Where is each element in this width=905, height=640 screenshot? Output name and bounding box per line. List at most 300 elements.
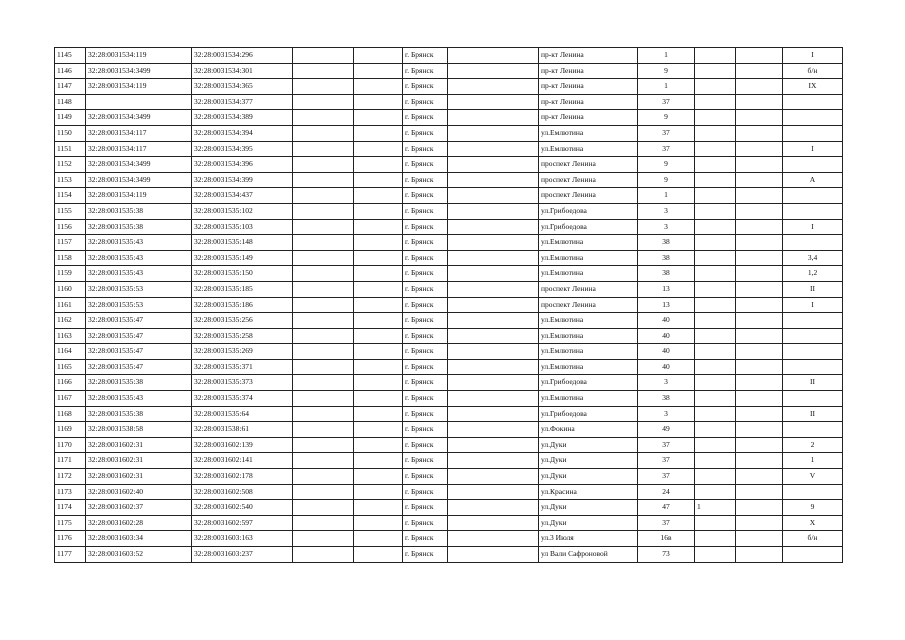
empty-cell: [293, 250, 354, 266]
cadastral-number-cell: 32:28:0031535:150: [192, 266, 293, 282]
cadastral-number-cell: 32:28:0031534:395: [192, 141, 293, 157]
empty-cell: [293, 235, 354, 251]
city-cell: г. Брянск: [403, 375, 448, 391]
empty-cell: [293, 219, 354, 235]
record-number-cell: 1149: [55, 110, 86, 126]
record-number-cell: 1174: [55, 500, 86, 516]
empty-cell: [293, 484, 354, 500]
table-row: [55, 250, 843, 266]
city-cell: г. Брянск: [403, 297, 448, 313]
empty-cell: [448, 313, 539, 329]
street-cell: ул.Емлютина: [539, 313, 638, 329]
cadastral-number-cell: 32:28:0031534:389: [192, 110, 293, 126]
record-number-cell: 1164: [55, 344, 86, 360]
premises-number-cell: б/н: [783, 63, 843, 79]
empty-cell: [736, 500, 783, 516]
parent-cadastral-number-cell: 32:28:0031535:38: [86, 203, 192, 219]
record-number-cell: 1161: [55, 297, 86, 313]
house-number-cell: 9: [638, 157, 695, 173]
empty-cell: [354, 531, 403, 547]
empty-cell: [736, 391, 783, 407]
building-cell: [695, 531, 736, 547]
table-row: [55, 313, 843, 329]
city-cell: г. Брянск: [403, 110, 448, 126]
table-row: [55, 157, 843, 173]
empty-cell: [293, 422, 354, 438]
empty-cell: [354, 79, 403, 95]
empty-cell: [448, 531, 539, 547]
table-row: [55, 94, 843, 110]
premises-number-cell: [783, 391, 843, 407]
empty-cell: [736, 157, 783, 173]
building-cell: [695, 469, 736, 485]
empty-cell: [736, 63, 783, 79]
empty-cell: [736, 344, 783, 360]
premises-number-cell: 2: [783, 437, 843, 453]
building-cell: [695, 391, 736, 407]
empty-cell: [448, 110, 539, 126]
empty-cell: [293, 125, 354, 141]
street-cell: ул Вали Сафроновой: [539, 547, 638, 563]
record-number-cell: 1147: [55, 79, 86, 95]
empty-cell: [448, 484, 539, 500]
empty-cell: [448, 515, 539, 531]
house-number-cell: 38: [638, 250, 695, 266]
city-cell: г. Брянск: [403, 266, 448, 282]
house-number-cell: 40: [638, 328, 695, 344]
parent-cadastral-number-cell: 32:28:0031535:43: [86, 391, 192, 407]
empty-cell: [354, 157, 403, 173]
empty-cell: [354, 110, 403, 126]
street-cell: ул.Дуки: [539, 515, 638, 531]
house-number-cell: 9: [638, 172, 695, 188]
premises-number-cell: X: [783, 515, 843, 531]
empty-cell: [736, 406, 783, 422]
street-cell: ул.Дуки: [539, 453, 638, 469]
empty-cell: [293, 188, 354, 204]
city-cell: г. Брянск: [403, 484, 448, 500]
empty-cell: [293, 375, 354, 391]
empty-cell: [293, 406, 354, 422]
table-row: [55, 484, 843, 500]
empty-cell: [448, 250, 539, 266]
building-cell: [695, 328, 736, 344]
empty-cell: [448, 500, 539, 516]
city-cell: г. Брянск: [403, 188, 448, 204]
building-cell: [695, 281, 736, 297]
premises-number-cell: I: [783, 48, 843, 64]
empty-cell: [354, 125, 403, 141]
house-number-cell: 37: [638, 125, 695, 141]
empty-cell: [448, 344, 539, 360]
cadastral-number-cell: 32:28:0031602:141: [192, 453, 293, 469]
building-cell: [695, 266, 736, 282]
street-cell: ул.Грибоедова: [539, 219, 638, 235]
city-cell: г. Брянск: [403, 63, 448, 79]
empty-cell: [354, 266, 403, 282]
record-number-cell: 1146: [55, 63, 86, 79]
empty-cell: [293, 297, 354, 313]
cadastral-number-cell: 32:28:0031534:399: [192, 172, 293, 188]
record-number-cell: 1168: [55, 406, 86, 422]
cadastral-number-cell: 32:28:0031535:148: [192, 235, 293, 251]
empty-cell: [736, 453, 783, 469]
parent-cadastral-number-cell: 32:28:0031602:31: [86, 437, 192, 453]
empty-cell: [354, 235, 403, 251]
premises-number-cell: [783, 422, 843, 438]
street-cell: ул.Емлютина: [539, 141, 638, 157]
record-number-cell: 1160: [55, 281, 86, 297]
house-number-cell: 3: [638, 203, 695, 219]
empty-cell: [354, 437, 403, 453]
premises-number-cell: IX: [783, 79, 843, 95]
building-cell: [695, 422, 736, 438]
empty-cell: [448, 266, 539, 282]
city-cell: г. Брянск: [403, 422, 448, 438]
premises-number-cell: [783, 547, 843, 563]
street-cell: ул.Емлютина: [539, 266, 638, 282]
premises-number-cell: [783, 203, 843, 219]
empty-cell: [293, 359, 354, 375]
record-number-cell: 1165: [55, 359, 86, 375]
street-cell: пр-кт Ленина: [539, 110, 638, 126]
premises-number-cell: 9: [783, 500, 843, 516]
cadastral-number-cell: 32:28:0031603:163: [192, 531, 293, 547]
empty-cell: [736, 281, 783, 297]
empty-cell: [354, 328, 403, 344]
record-number-cell: 1151: [55, 141, 86, 157]
cadastral-number-cell: 32:28:0031602:139: [192, 437, 293, 453]
house-number-cell: 49: [638, 422, 695, 438]
empty-cell: [448, 188, 539, 204]
table-row: [55, 203, 843, 219]
house-number-cell: 24: [638, 484, 695, 500]
street-cell: проспект Ленина: [539, 297, 638, 313]
building-cell: 1: [695, 500, 736, 516]
record-number-cell: 1173: [55, 484, 86, 500]
table-row: [55, 141, 843, 157]
house-number-cell: 9: [638, 110, 695, 126]
cadastral-number-cell: 32:28:0031534:296: [192, 48, 293, 64]
empty-cell: [354, 203, 403, 219]
house-number-cell: 13: [638, 297, 695, 313]
house-number-cell: 1: [638, 79, 695, 95]
cadastral-number-cell: 32:28:0031534:396: [192, 157, 293, 173]
street-cell: ул.Красина: [539, 484, 638, 500]
empty-cell: [736, 266, 783, 282]
parent-cadastral-number-cell: 32:28:0031602:31: [86, 453, 192, 469]
premises-number-cell: [783, 110, 843, 126]
empty-cell: [736, 547, 783, 563]
premises-number-cell: [783, 344, 843, 360]
empty-cell: [354, 375, 403, 391]
empty-cell: [448, 297, 539, 313]
table-row: [55, 531, 843, 547]
record-number-cell: 1163: [55, 328, 86, 344]
parent-cadastral-number-cell: 32:28:0031603:52: [86, 547, 192, 563]
empty-cell: [354, 484, 403, 500]
city-cell: г. Брянск: [403, 515, 448, 531]
empty-cell: [354, 63, 403, 79]
building-cell: [695, 547, 736, 563]
empty-cell: [448, 422, 539, 438]
city-cell: г. Брянск: [403, 141, 448, 157]
empty-cell: [354, 281, 403, 297]
empty-cell: [736, 125, 783, 141]
record-number-cell: 1176: [55, 531, 86, 547]
record-number-cell: 1145: [55, 48, 86, 64]
empty-cell: [448, 63, 539, 79]
city-cell: г. Брянск: [403, 469, 448, 485]
premises-number-cell: I: [783, 297, 843, 313]
empty-cell: [736, 219, 783, 235]
house-number-cell: 9: [638, 63, 695, 79]
empty-cell: [736, 328, 783, 344]
empty-cell: [354, 469, 403, 485]
house-number-cell: 3: [638, 406, 695, 422]
building-cell: [695, 110, 736, 126]
building-cell: [695, 219, 736, 235]
empty-cell: [293, 266, 354, 282]
empty-cell: [448, 453, 539, 469]
empty-cell: [736, 94, 783, 110]
cadastral-number-cell: 32:28:0031535:371: [192, 359, 293, 375]
house-number-cell: 37: [638, 515, 695, 531]
table-row: [55, 281, 843, 297]
city-cell: г. Брянск: [403, 219, 448, 235]
cadastral-number-cell: 32:28:0031535:185: [192, 281, 293, 297]
record-number-cell: 1159: [55, 266, 86, 282]
building-cell: [695, 375, 736, 391]
street-cell: ул.Грибоедова: [539, 203, 638, 219]
building-cell: [695, 515, 736, 531]
premises-number-cell: V: [783, 469, 843, 485]
house-number-cell: 38: [638, 235, 695, 251]
street-cell: ул.3 Июля: [539, 531, 638, 547]
building-cell: [695, 250, 736, 266]
empty-cell: [354, 344, 403, 360]
empty-cell: [293, 500, 354, 516]
record-number-cell: 1153: [55, 172, 86, 188]
parent-cadastral-number-cell: [86, 94, 192, 110]
parent-cadastral-number-cell: 32:28:0031535:53: [86, 297, 192, 313]
city-cell: г. Брянск: [403, 344, 448, 360]
city-cell: г. Брянск: [403, 313, 448, 329]
city-cell: г. Брянск: [403, 437, 448, 453]
parent-cadastral-number-cell: 32:28:0031602:37: [86, 500, 192, 516]
house-number-cell: 37: [638, 141, 695, 157]
empty-cell: [448, 359, 539, 375]
city-cell: г. Брянск: [403, 453, 448, 469]
building-cell: [695, 172, 736, 188]
record-number-cell: 1177: [55, 547, 86, 563]
building-cell: [695, 79, 736, 95]
empty-cell: [736, 141, 783, 157]
parent-cadastral-number-cell: 32:28:0031534:117: [86, 125, 192, 141]
premises-number-cell: [783, 235, 843, 251]
cadastral-number-cell: 32:28:0031534:377: [192, 94, 293, 110]
building-cell: [695, 484, 736, 500]
building-cell: [695, 453, 736, 469]
record-number-cell: 1150: [55, 125, 86, 141]
house-number-cell: 16в: [638, 531, 695, 547]
record-number-cell: 1172: [55, 469, 86, 485]
building-cell: [695, 297, 736, 313]
street-cell: ул.Фокина: [539, 422, 638, 438]
empty-cell: [293, 328, 354, 344]
empty-cell: [448, 125, 539, 141]
empty-cell: [448, 437, 539, 453]
house-number-cell: 37: [638, 453, 695, 469]
table-row: [55, 359, 843, 375]
building-cell: [695, 125, 736, 141]
house-number-cell: 37: [638, 469, 695, 485]
premises-number-cell: [783, 188, 843, 204]
empty-cell: [354, 406, 403, 422]
empty-cell: [293, 313, 354, 329]
table-row: [55, 110, 843, 126]
empty-cell: [293, 63, 354, 79]
cadastral-number-cell: 32:28:0031535:103: [192, 219, 293, 235]
street-cell: ул.Емлютина: [539, 391, 638, 407]
record-number-cell: 1166: [55, 375, 86, 391]
premises-number-cell: II: [783, 281, 843, 297]
street-cell: пр-кт Ленина: [539, 48, 638, 64]
parent-cadastral-number-cell: 32:28:0031602:40: [86, 484, 192, 500]
empty-cell: [448, 547, 539, 563]
building-cell: [695, 141, 736, 157]
building-cell: [695, 63, 736, 79]
street-cell: ул.Емлютина: [539, 250, 638, 266]
table-row: [55, 125, 843, 141]
parent-cadastral-number-cell: 32:28:0031535:53: [86, 281, 192, 297]
table-row: [55, 235, 843, 251]
record-number-cell: 1148: [55, 94, 86, 110]
empty-cell: [354, 250, 403, 266]
cadastral-number-cell: 32:28:0031602:508: [192, 484, 293, 500]
premises-number-cell: б/н: [783, 531, 843, 547]
city-cell: г. Брянск: [403, 157, 448, 173]
empty-cell: [354, 422, 403, 438]
city-cell: г. Брянск: [403, 406, 448, 422]
table-row: [55, 328, 843, 344]
empty-cell: [736, 110, 783, 126]
table-row: [55, 391, 843, 407]
record-number-cell: 1170: [55, 437, 86, 453]
empty-cell: [736, 469, 783, 485]
parent-cadastral-number-cell: 32:28:0031535:47: [86, 313, 192, 329]
table-row: [55, 500, 843, 516]
empty-cell: [736, 515, 783, 531]
empty-cell: [736, 313, 783, 329]
parent-cadastral-number-cell: 32:28:0031535:47: [86, 328, 192, 344]
premises-number-cell: [783, 157, 843, 173]
empty-cell: [293, 453, 354, 469]
empty-cell: [354, 547, 403, 563]
empty-cell: [448, 391, 539, 407]
city-cell: г. Брянск: [403, 203, 448, 219]
empty-cell: [293, 391, 354, 407]
street-cell: ул.Дуки: [539, 437, 638, 453]
parent-cadastral-number-cell: 32:28:0031534:3499: [86, 157, 192, 173]
premises-number-cell: II: [783, 406, 843, 422]
table-row: [55, 437, 843, 453]
cadastral-number-cell: 32:28:0031534:437: [192, 188, 293, 204]
empty-cell: [448, 219, 539, 235]
city-cell: г. Брянск: [403, 281, 448, 297]
cadastral-number-cell: 32:28:0031535:64: [192, 406, 293, 422]
building-cell: [695, 344, 736, 360]
premises-number-cell: [783, 313, 843, 329]
parent-cadastral-number-cell: 32:28:0031534:3499: [86, 172, 192, 188]
record-number-cell: 1167: [55, 391, 86, 407]
empty-cell: [736, 531, 783, 547]
record-number-cell: 1156: [55, 219, 86, 235]
record-number-cell: 1162: [55, 313, 86, 329]
parent-cadastral-number-cell: 32:28:0031534:119: [86, 79, 192, 95]
building-cell: [695, 406, 736, 422]
empty-cell: [736, 375, 783, 391]
empty-cell: [354, 94, 403, 110]
cadastral-number-cell: 32:28:0031535:269: [192, 344, 293, 360]
empty-cell: [293, 531, 354, 547]
cadastral-number-cell: 32:28:0031535:186: [192, 297, 293, 313]
parent-cadastral-number-cell: 32:28:0031538:58: [86, 422, 192, 438]
record-number-cell: 1171: [55, 453, 86, 469]
empty-cell: [293, 172, 354, 188]
empty-cell: [293, 141, 354, 157]
house-number-cell: 13: [638, 281, 695, 297]
table-row: [55, 79, 843, 95]
city-cell: г. Брянск: [403, 547, 448, 563]
city-cell: г. Брянск: [403, 125, 448, 141]
empty-cell: [354, 391, 403, 407]
street-cell: ул.Грибоедова: [539, 406, 638, 422]
premises-number-cell: II: [783, 375, 843, 391]
premises-number-cell: I: [783, 219, 843, 235]
empty-cell: [448, 235, 539, 251]
house-number-cell: 3: [638, 375, 695, 391]
city-cell: г. Брянск: [403, 94, 448, 110]
table-row: [55, 515, 843, 531]
building-cell: [695, 48, 736, 64]
street-cell: ул.Емлютина: [539, 359, 638, 375]
premises-number-cell: [783, 359, 843, 375]
house-number-cell: 40: [638, 344, 695, 360]
premises-number-cell: [783, 328, 843, 344]
parent-cadastral-number-cell: 32:28:0031534:3499: [86, 63, 192, 79]
house-number-cell: 38: [638, 391, 695, 407]
street-cell: ул.Емлютина: [539, 125, 638, 141]
cadastral-number-cell: 32:28:0031535:374: [192, 391, 293, 407]
empty-cell: [448, 157, 539, 173]
parent-cadastral-number-cell: 32:28:0031603:34: [86, 531, 192, 547]
empty-cell: [354, 188, 403, 204]
premises-number-cell: [783, 94, 843, 110]
empty-cell: [293, 110, 354, 126]
empty-cell: [736, 484, 783, 500]
house-number-cell: 3: [638, 219, 695, 235]
empty-cell: [293, 203, 354, 219]
record-number-cell: 1175: [55, 515, 86, 531]
city-cell: г. Брянск: [403, 250, 448, 266]
record-number-cell: 1154: [55, 188, 86, 204]
parent-cadastral-number-cell: 32:28:0031535:47: [86, 359, 192, 375]
table-row: [55, 422, 843, 438]
street-cell: проспект Ленина: [539, 157, 638, 173]
table-row: [55, 266, 843, 282]
empty-cell: [354, 219, 403, 235]
